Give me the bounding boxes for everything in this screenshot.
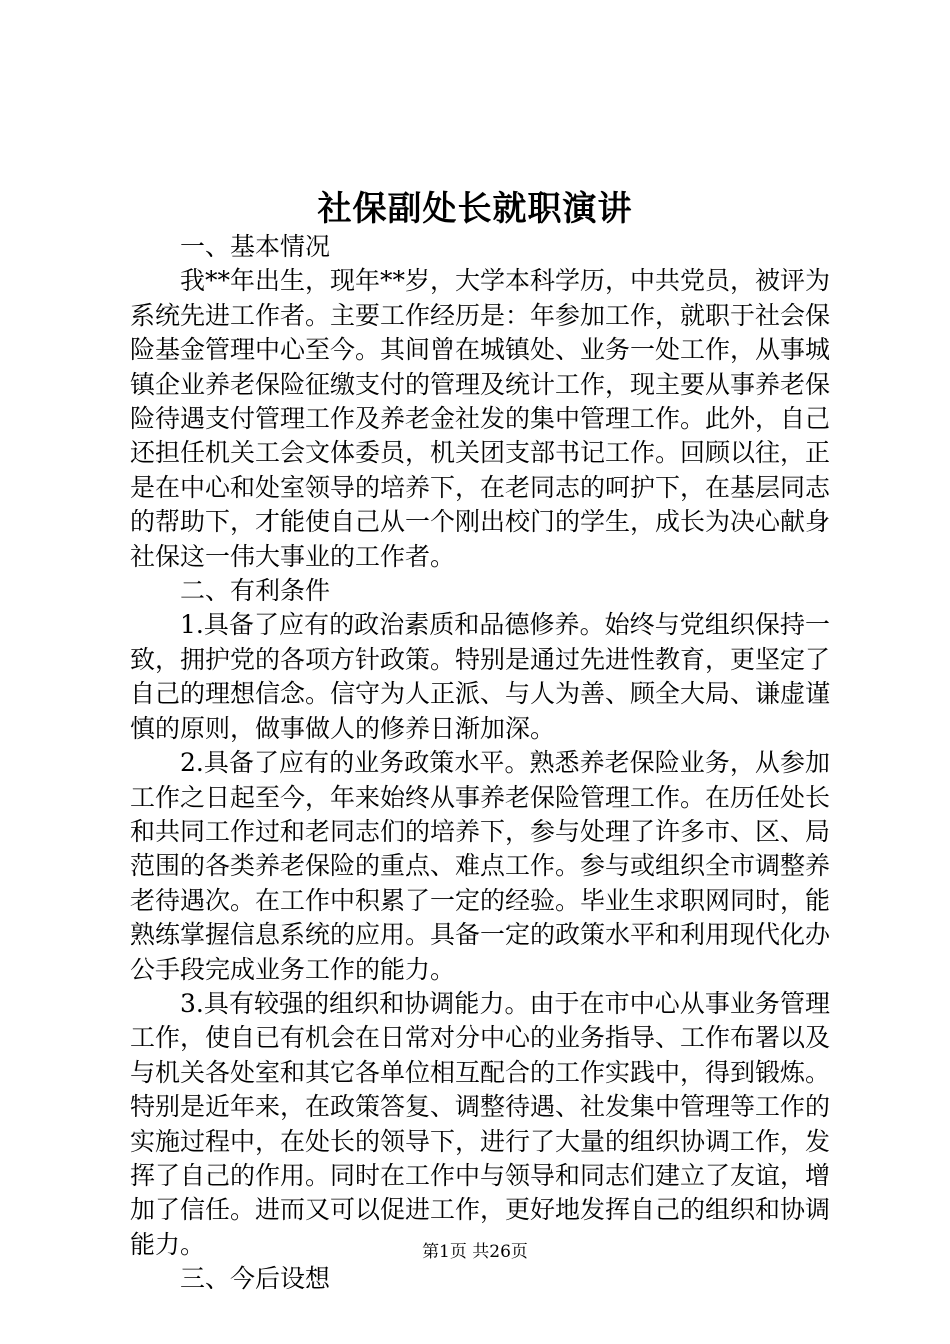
paragraph-advantage-2: 2.具备了应有的业务政策水平。熟悉养老保险业务，从参加工作之日起至今，年来始终从事养老保险管理工作。在历任处长和共同工作过和老同志们的培养下，参与处理了许多市、区、局范围的各类养老保险的重点、难点工作。参与或组织全市调整养老待遇次。在工作中积累了一定的经验。毕业生求职网同时，能熟练掌握信息系统的应用。具备一定的政策水平和利用现代化办公手段完成业务工作的能力。 bbox=[130, 748, 831, 984]
document-title: 社保副处长就职演讲 bbox=[317, 189, 633, 229]
document-body bbox=[130, 230, 830, 1297]
paragraph-basic-info: 我**年出生，现年**岁，大学本科学历，中共党员，被评为系统先进工作者。主要工作经历是：年参加工作，就职于社会保险基金管理中心至今。其间曾在城镇处、业务一处工作，从事城镇企业养老保险征缴支付的管理及统计工作，现主要从事养老保险待遇支付管理工作及养老金社发的集中管理工作。此外，自己还担任机关工会文体委员，机关团支部书记工作。回顾以往，正是在中心和处室领导的培养下，在老同志的呵护下，在基层同志的帮助下，才能使自己从一个刚出校门的学生，成长为决心献身社保这一伟大事业的工作者。 bbox=[130, 266, 831, 571]
paragraph-advantage-1: 1.具备了应有的政治素质和品德修养。始终与党组织保持一致，拥护党的各项方针政策。特别是通过先进性教育，更坚定了自己的理想信念。信守为人正派、与人为善、顾全大局、谦虚谨慎的原则，做事做人的修养日渐加深。 bbox=[130, 610, 831, 743]
section-heading-future-plans: 三、今后设想 bbox=[180, 1264, 331, 1294]
paragraph-advantage-3: 3.具有较强的组织和协调能力。由于在市中心从事业务管理工作，使自已有机会在日常对分中心的业务指导、工作布署以及与机关各处室和其它各单位相互配合的工作实践中，得到锻炼。特别是近年来，在政策答复、调整待遇、社发集中管理等工作的实施过程中，在处长的领导下，进行了大量的组织协调工作，发挥了自己的作用。同时在工作中与领导和同志们建立了友谊，增加了信任。进而又可以促进工作，更好地发挥自己的组织和协调能力。 bbox=[130, 988, 831, 1259]
page-number-footer: 第1页 共26页 bbox=[422, 1242, 528, 1262]
section-heading-advantages: 二、有利条件 bbox=[180, 576, 331, 606]
section-heading-basic-info: 一、基本情况 bbox=[180, 232, 331, 261]
